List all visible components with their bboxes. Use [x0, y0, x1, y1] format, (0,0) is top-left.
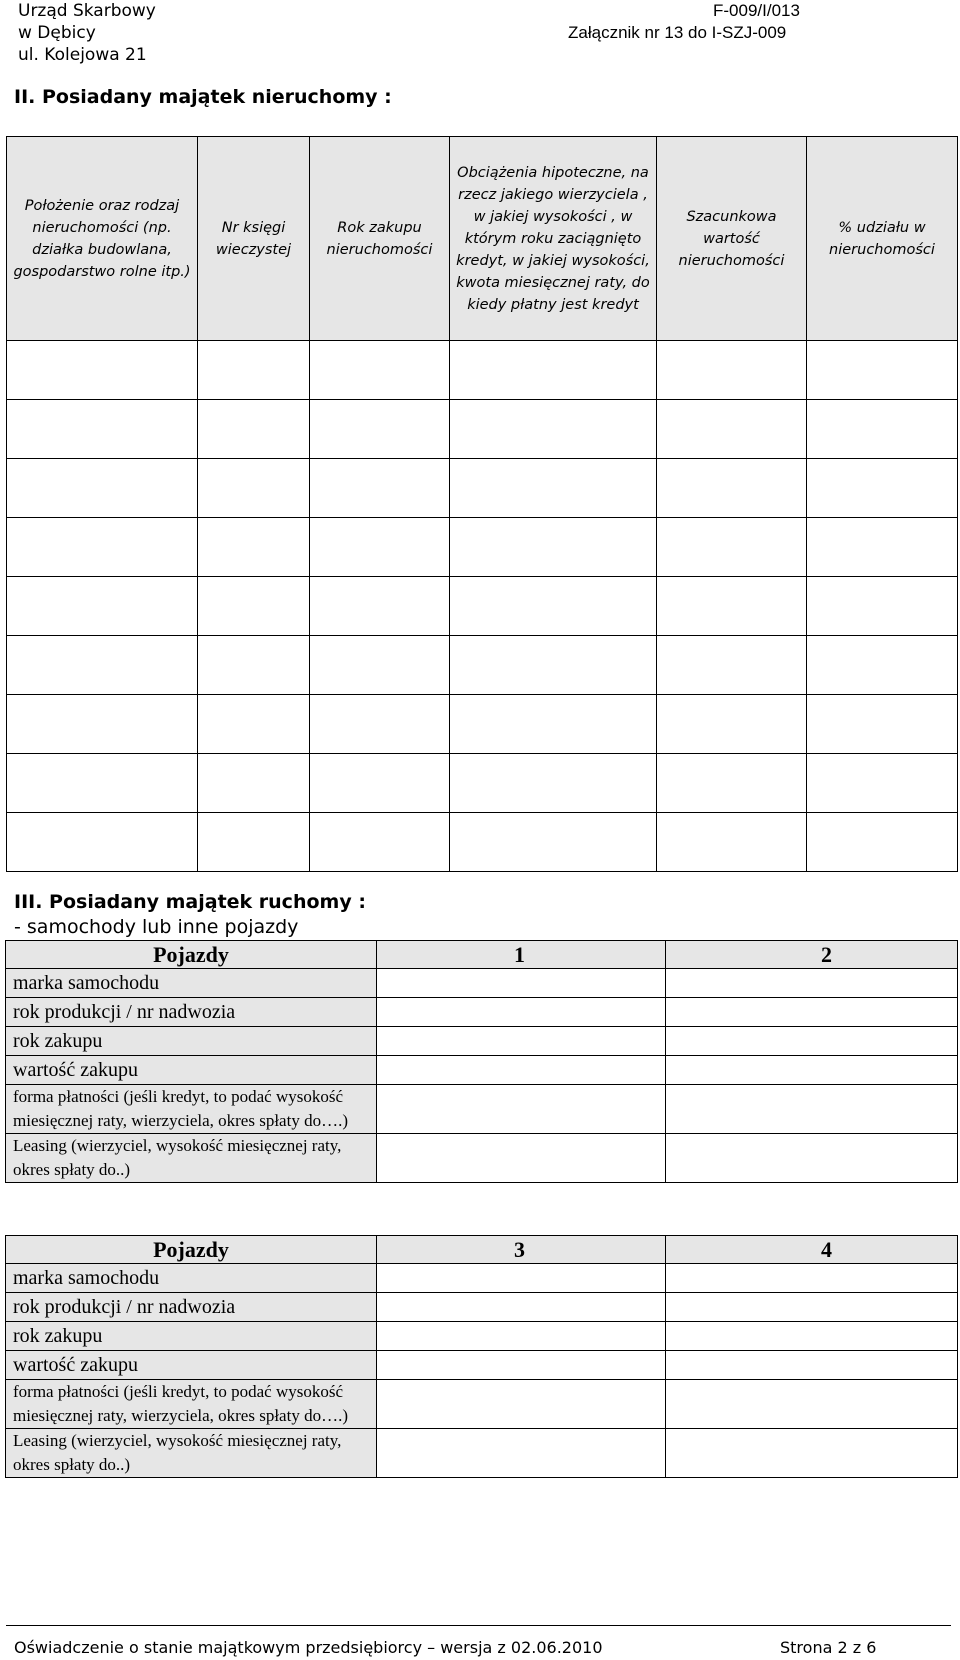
entry-cell[interactable] [310, 518, 450, 577]
entry-cell[interactable] [377, 1085, 666, 1134]
vehicles-table-2 [5, 1235, 958, 1478]
vehicles-header-label: Pojazdy [6, 1236, 377, 1264]
table-row [6, 1429, 958, 1478]
entry-cell[interactable] [310, 400, 450, 459]
entry-cell[interactable] [7, 341, 198, 400]
entry-cell[interactable] [450, 400, 657, 459]
office-address [18, 0, 156, 66]
entry-cell[interactable] [657, 459, 807, 518]
entry-cell[interactable] [666, 1134, 958, 1183]
table-row [7, 341, 958, 400]
table-row [7, 459, 958, 518]
entry-cell[interactable] [198, 636, 310, 695]
entry-cell[interactable] [807, 695, 958, 754]
row-label-brand: marka samochodu [6, 1264, 377, 1293]
section-movable-property [14, 890, 366, 940]
entry-cell[interactable] [310, 577, 450, 636]
table-row [6, 1085, 958, 1134]
entry-cell[interactable] [7, 400, 198, 459]
attachment-label: Załącznik nr 13 do I-SZJ-009 [568, 23, 787, 42]
entry-cell[interactable] [198, 400, 310, 459]
entry-cell[interactable] [198, 341, 310, 400]
row-label-payment-form: forma płatności (jeśli kredyt, to podać wysokość miesięcznej raty, wierzyciela, okres spłaty do….) [6, 1085, 377, 1134]
row-label-year-body: rok produkcji / nr nadwozia [6, 1293, 377, 1322]
entry-cell[interactable] [666, 998, 958, 1027]
entry-cell[interactable] [657, 577, 807, 636]
entry-cell[interactable] [807, 341, 958, 400]
entry-cell[interactable] [807, 577, 958, 636]
table-row [6, 1322, 958, 1351]
vehicles-table-1 [5, 940, 958, 1183]
table-row [6, 1351, 958, 1380]
table-row [7, 518, 958, 577]
real-estate-header-row [7, 137, 958, 341]
entry-cell[interactable] [807, 813, 958, 872]
row-label-purchase-year: rok zakupu [6, 1322, 377, 1351]
entry-cell[interactable] [666, 1056, 958, 1085]
entry-cell[interactable] [666, 969, 958, 998]
vehicles-header-row [6, 941, 958, 969]
entry-cell[interactable] [807, 636, 958, 695]
page-number: Strona 2 z 6 [780, 1638, 877, 1657]
entry-cell[interactable] [666, 1027, 958, 1056]
office-street: ul. Kolejowa 21 [18, 45, 147, 65]
entry-cell[interactable] [450, 813, 657, 872]
entry-cell[interactable] [807, 754, 958, 813]
entry-cell[interactable] [666, 1293, 958, 1322]
entry-cell[interactable] [198, 813, 310, 872]
entry-cell[interactable] [377, 1264, 666, 1293]
row-label-leasing: Leasing (wierzyciel, wysokość miesięcznej raty, okres spłaty do..) [6, 1429, 377, 1478]
entry-cell[interactable] [377, 1322, 666, 1351]
entry-cell[interactable] [450, 754, 657, 813]
entry-cell[interactable] [666, 1429, 958, 1478]
table-row [7, 577, 958, 636]
entry-cell[interactable] [7, 695, 198, 754]
row-label-brand: marka samochodu [6, 969, 377, 998]
row-label-year-body: rok produkcji / nr nadwozia [6, 998, 377, 1027]
form-identifier [568, 0, 800, 44]
entry-cell[interactable] [7, 459, 198, 518]
footer-text: Oświadczenie o stanie majątkowym przedsiębiorcy – wersja z 02.06.2010 [14, 1638, 603, 1657]
entry-cell[interactable] [807, 400, 958, 459]
section-subtitle-vehicles: - samochody lub inne pojazdy [14, 916, 299, 938]
table-row [6, 969, 958, 998]
col-share-percent: % udziału w nieruchomości [807, 137, 958, 341]
row-label-purchase-year: rok zakupu [6, 1027, 377, 1056]
entry-cell[interactable] [807, 459, 958, 518]
table-row [7, 400, 958, 459]
entry-cell[interactable] [310, 754, 450, 813]
entry-cell[interactable] [450, 459, 657, 518]
table-row [7, 813, 958, 872]
entry-cell[interactable] [198, 754, 310, 813]
section-title-real-estate: II. Posiadany majątek nieruchomy : [14, 86, 392, 108]
entry-cell[interactable] [657, 400, 807, 459]
entry-cell[interactable] [666, 1085, 958, 1134]
entry-cell[interactable] [450, 636, 657, 695]
entry-cell[interactable] [198, 695, 310, 754]
entry-cell[interactable] [807, 518, 958, 577]
row-label-purchase-value: wartość zakupu [6, 1056, 377, 1085]
vehicle-number: 3 [377, 1236, 666, 1264]
table-row [6, 1264, 958, 1293]
entry-cell[interactable] [198, 518, 310, 577]
col-land-register: Nr księgi wieczystej [198, 137, 310, 341]
form-code: F-009/I/013 [713, 1, 800, 20]
entry-cell[interactable] [377, 1380, 666, 1429]
entry-cell[interactable] [198, 577, 310, 636]
footer-divider [6, 1625, 951, 1626]
table-row [6, 1056, 958, 1085]
entry-cell[interactable] [666, 1380, 958, 1429]
col-mortgage: Obciążenia hipoteczne, na rzecz jakiego wierzyciela , w jakiej wysokości , w którym roku zaciągnięto kredyt, w jakiej wysokości, kwota miesięcznej raty, do kiedy płatny jest kredyt [450, 137, 657, 341]
table-row [6, 1134, 958, 1183]
entry-cell[interactable] [310, 459, 450, 518]
entry-cell[interactable] [657, 754, 807, 813]
entry-cell[interactable] [377, 1293, 666, 1322]
entry-cell[interactable] [657, 813, 807, 872]
table-row [6, 1380, 958, 1429]
entry-cell[interactable] [310, 341, 450, 400]
entry-cell[interactable] [310, 695, 450, 754]
entry-cell[interactable] [7, 518, 198, 577]
entry-cell[interactable] [7, 813, 198, 872]
table-row [7, 754, 958, 813]
entry-cell[interactable] [657, 518, 807, 577]
row-label-purchase-value: wartość zakupu [6, 1351, 377, 1380]
table-row [7, 636, 958, 695]
row-label-leasing: Leasing (wierzyciel, wysokość miesięcznej raty, okres spłaty do..) [6, 1134, 377, 1183]
entry-cell[interactable] [657, 341, 807, 400]
entry-cell[interactable] [198, 459, 310, 518]
entry-cell[interactable] [377, 998, 666, 1027]
entry-cell[interactable] [657, 695, 807, 754]
real-estate-table [6, 136, 958, 872]
col-purchase-year: Rok zakupu nieruchomości [310, 137, 450, 341]
entry-cell[interactable] [377, 969, 666, 998]
entry-cell[interactable] [450, 341, 657, 400]
entry-cell[interactable] [7, 577, 198, 636]
entry-cell[interactable] [450, 577, 657, 636]
table-row [7, 695, 958, 754]
entry-cell[interactable] [657, 636, 807, 695]
table-row [6, 1027, 958, 1056]
entry-cell[interactable] [450, 695, 657, 754]
vehicles-header-label: Pojazdy [6, 941, 377, 969]
office-city: w Dębicy [18, 23, 96, 43]
col-location-type: Położenie oraz rodzaj nieruchomości (np. działka budowlana, gospodarstwo rolne itp.) [7, 137, 198, 341]
entry-cell[interactable] [377, 1056, 666, 1085]
entry-cell[interactable] [377, 1134, 666, 1183]
entry-cell[interactable] [666, 1264, 958, 1293]
entry-cell[interactable] [7, 636, 198, 695]
vehicle-number: 2 [666, 941, 958, 969]
vehicle-number: 1 [377, 941, 666, 969]
vehicles-header-row [6, 1236, 958, 1264]
office-name: Urząd Skarbowy [18, 1, 156, 21]
row-label-payment-form: forma płatności (jeśli kredyt, to podać wysokość miesięcznej raty, wierzyciela, okres spłaty do….) [6, 1380, 377, 1429]
entry-cell[interactable] [666, 1351, 958, 1380]
entry-cell[interactable] [377, 1351, 666, 1380]
section-title-movable: III. Posiadany majątek ruchomy : [14, 891, 366, 913]
table-row [6, 998, 958, 1027]
entry-cell[interactable] [377, 1027, 666, 1056]
entry-cell[interactable] [310, 636, 450, 695]
vehicle-number: 4 [666, 1236, 958, 1264]
entry-cell[interactable] [666, 1322, 958, 1351]
entry-cell[interactable] [450, 518, 657, 577]
table-row [6, 1293, 958, 1322]
entry-cell[interactable] [7, 754, 198, 813]
entry-cell[interactable] [377, 1429, 666, 1478]
col-estimated-value: Szacunkowa wartość nieruchomości [657, 137, 807, 341]
entry-cell[interactable] [310, 813, 450, 872]
